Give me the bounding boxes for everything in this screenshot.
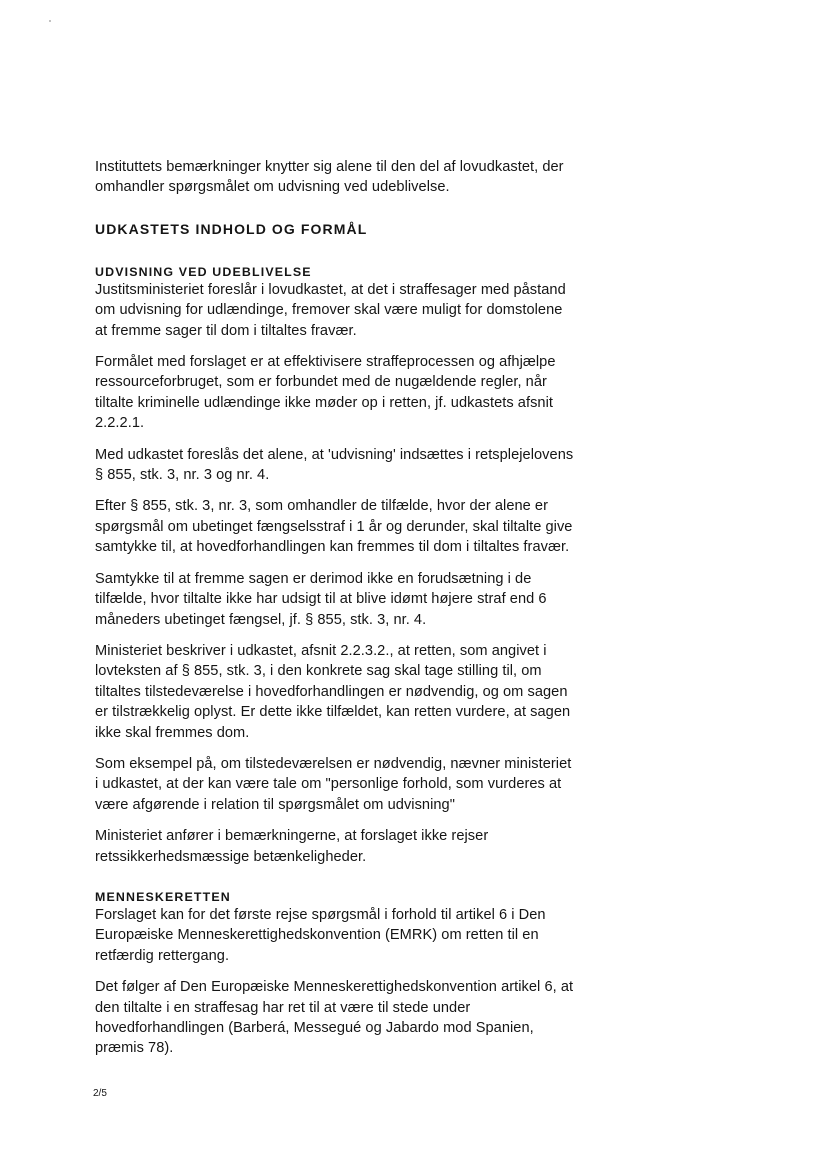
scan-speck (49, 20, 51, 22)
paragraph: Justitsministeriet foreslår i lovudkastet, at det i straffesager med påstand om udvisning for udlændinge, fremover skal være muligt for domstolene at fremme sager til dom i tiltaltes fravær. (95, 281, 566, 339)
section-heading-menneskeretten: MENNESKERETTEN (95, 889, 231, 904)
paragraph: Formålet med forslaget er at effektivisere straffeprocessen og afhjælpe ressourceforbruget, som er forbundet med de nugældende regler, når tiltalte kriminelle udlændinge ikke møder op i retten, jf. udkastets afsnit 2.2.2.1. (95, 354, 556, 432)
paragraph: Som eksempel på, om tilstedeværelsen er nødvendig, nævner ministeriet i udkastet, at der kan være tale om "personlige forhold, som vurderes at være afgørende i relation til spørgsmålet om udvisning" (95, 755, 572, 813)
paragraph: Efter § 855, stk. 3, nr. 3, som omhandler de tilfælde, hvor der alene er spørgsmål om ubetinget fængselsstraf i 1 år og derunder, skal tiltalte give samtykke til, at hovedforhandlingen kan fremmes til dom i tiltaltes fravær. (95, 498, 573, 556)
section-heading-udvisning: UDVISNING VED UDEBLIVELSE (95, 264, 312, 279)
paragraph: Ministeriet anfører i bemærkningerne, at forslaget ikke rejser retssikkerhedsmæssige betænkeligheder. (95, 828, 489, 865)
paragraph: Samtykke til at fremme sagen er derimod ikke en forudsætning i de tilfælde, hvor tiltalte ikke har udsigt til at blive idømt højere straf end 6 måneders ubetinget fængsel, jf. § 855, stk. 3, nr. 4. (95, 570, 547, 628)
main-heading: UDKASTETS INDHOLD OG FORMÅL (95, 220, 368, 237)
intro-paragraph: Instituttets bemærkninger knytter sig alene til den del af lovudkastet, der omhandler spørgsmålet om udvisning ved udeblivelse. (95, 159, 564, 196)
page-number: 2/5 (93, 1088, 107, 1099)
paragraph: Det følger af Den Europæiske Menneskerettighedskonvention artikel 6, at den tiltalte i en straffesag har ret til at være til stede under hovedforhandlingen (Barberá, Messegué og Jabardo mod Spanien, præmis 78). (95, 979, 574, 1057)
paragraph: Ministeriet beskriver i udkastet, afsnit 2.2.3.2., at retten, som angivet i lovteksten af § 855, stk. 3, i den konkrete sag skal tage stilling til, om tiltaltes tilstedeværelse i hovedforhandlingen er nødvendig, og om sagen er tilstrækkelig oplyst. Er dette ikke tilfældet, kan retten vurdere, at sagen ikke skal fremmes dom. (95, 642, 571, 741)
paragraph: Med udkastet foreslås det alene, at 'udvisning' indsættes i retsplejelovens § 855, stk. 3, nr. 3 og nr. 4. (95, 446, 574, 484)
document-body (95, 157, 575, 1070)
paragraph: Forslaget kan for det første rejse spørgsmål i forhold til artikel 6 i Den Europæiske Menneskerettighedskonvention (EMRK) om retten til en retfærdig rettergang. (95, 906, 546, 964)
